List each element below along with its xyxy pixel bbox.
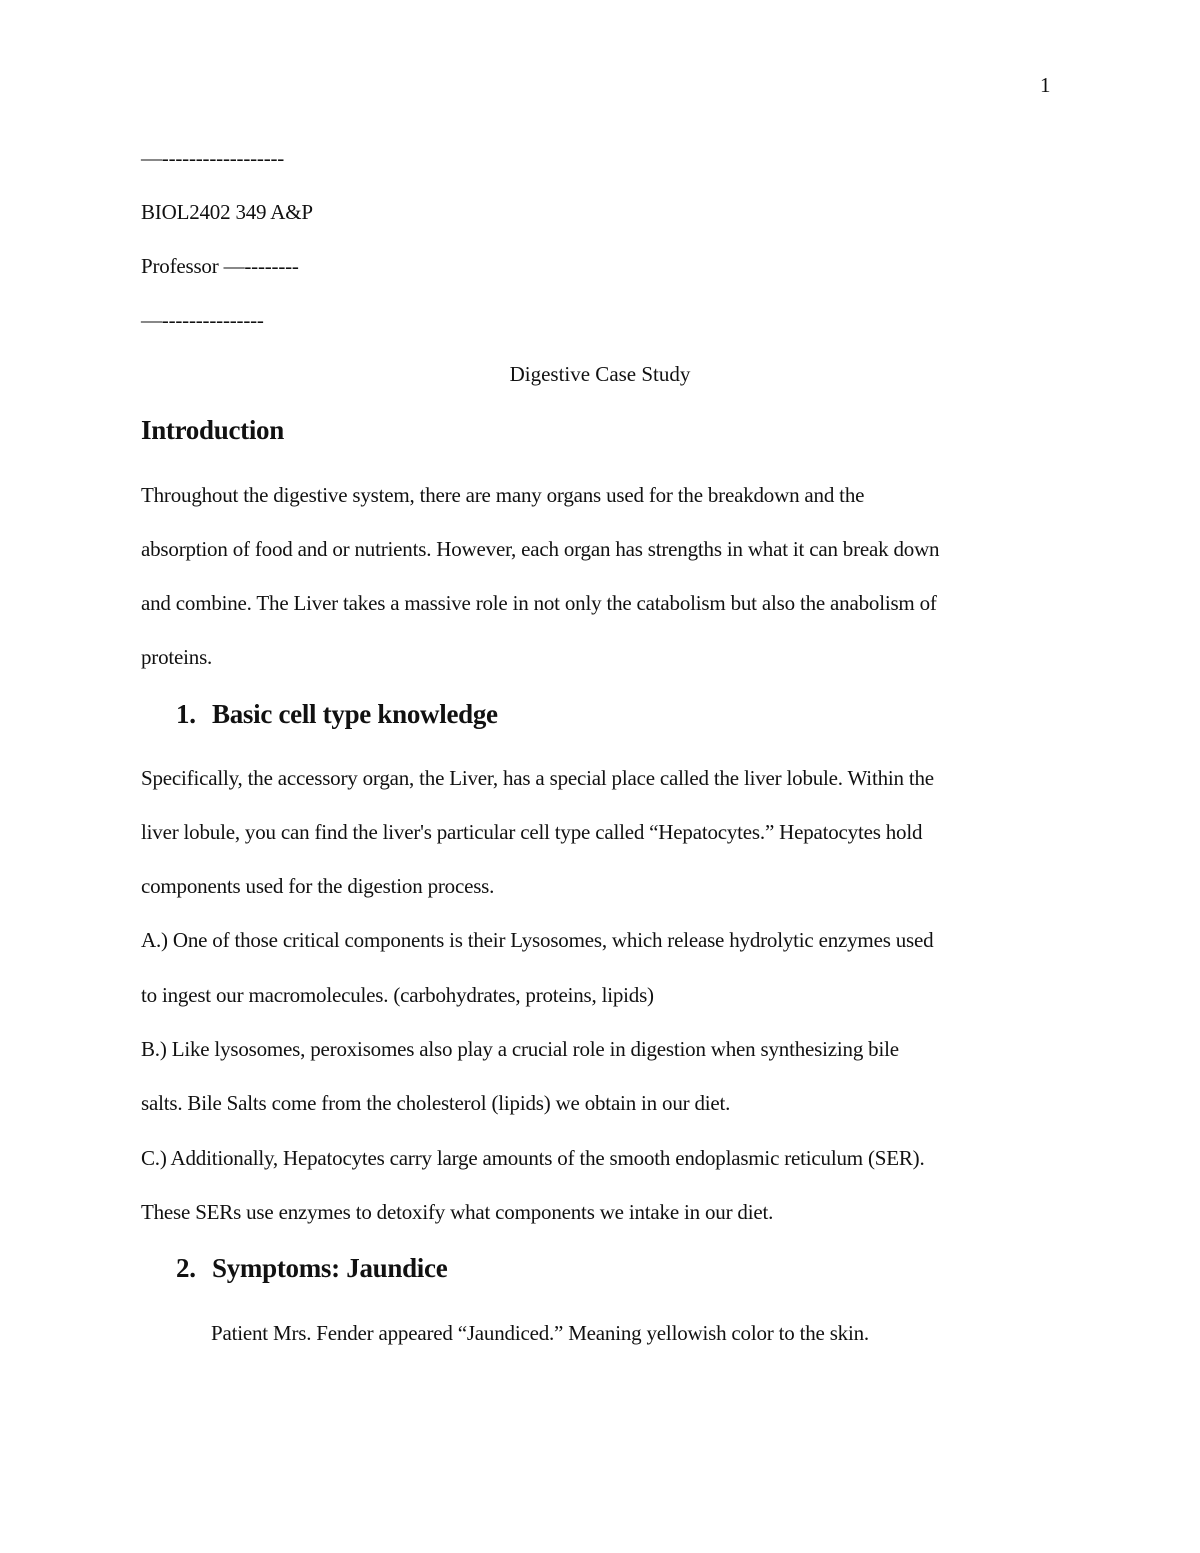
section-1-line: Specifically, the accessory organ, the Liver, has a special place called the liver lobule. Within the (141, 766, 934, 790)
section-2-heading (176, 1252, 447, 1284)
intro-line: and combine. The Liver takes a massive role in not only the catabolism but also the anabolism of (141, 591, 937, 615)
section-1-item-a: A.) One of those critical components is their Lysosomes, which release hydrolytic enzymes used (141, 928, 934, 952)
section-1-title: Basic cell type knowledge (212, 699, 498, 729)
section-1-number: 1. (176, 699, 196, 729)
intro-line: Throughout the digestive system, there are many organs used for the breakdown and the (141, 483, 865, 507)
introduction-heading: Introduction (141, 415, 284, 445)
section-1-item-c-cont: These SERs use enzymes to detoxify what components we intake in our diet. (141, 1200, 774, 1224)
intro-line: absorption of food and or nutrients. However, each organ has strengths in what it can break down (141, 537, 940, 561)
page-number: 1 (1040, 73, 1051, 97)
section-1-line: liver lobule, you can find the liver's particular cell type called “Hepatocytes.” Hepatocytes hold (141, 820, 923, 844)
section-2-number: 2. (176, 1253, 196, 1283)
document-title: Digestive Case Study (509, 362, 691, 386)
section-1-item-c: C.) Additionally, Hepatocytes carry large amounts of the smooth endoplasmic reticulum (SER). (141, 1146, 925, 1170)
intro-line: proteins. (141, 645, 213, 669)
student-name: —------------------ (141, 146, 285, 170)
section-1-line: components used for the digestion process. (141, 874, 495, 898)
section-1-item-b: B.) Like lysosomes, peroxisomes also play a crucial role in digestion when synthesizing bile (141, 1037, 899, 1061)
section-2-line: Patient Mrs. Fender appeared “Jaundiced.” Meaning yellowish color to the skin. (211, 1321, 869, 1345)
section-1-heading (176, 698, 498, 730)
date-line: —--------------- (141, 308, 264, 332)
professor-line: Professor —-------- (141, 254, 299, 278)
section-1-item-b-cont: salts. Bile Salts come from the cholesterol (lipids) we obtain in our diet. (141, 1091, 731, 1115)
course-line: BIOL2402 349 A&P (141, 200, 313, 224)
section-2-title: Symptoms: Jaundice (212, 1253, 448, 1283)
section-1-item-a-cont: to ingest our macromolecules. (carbohydrates, proteins, lipids) (141, 983, 654, 1007)
